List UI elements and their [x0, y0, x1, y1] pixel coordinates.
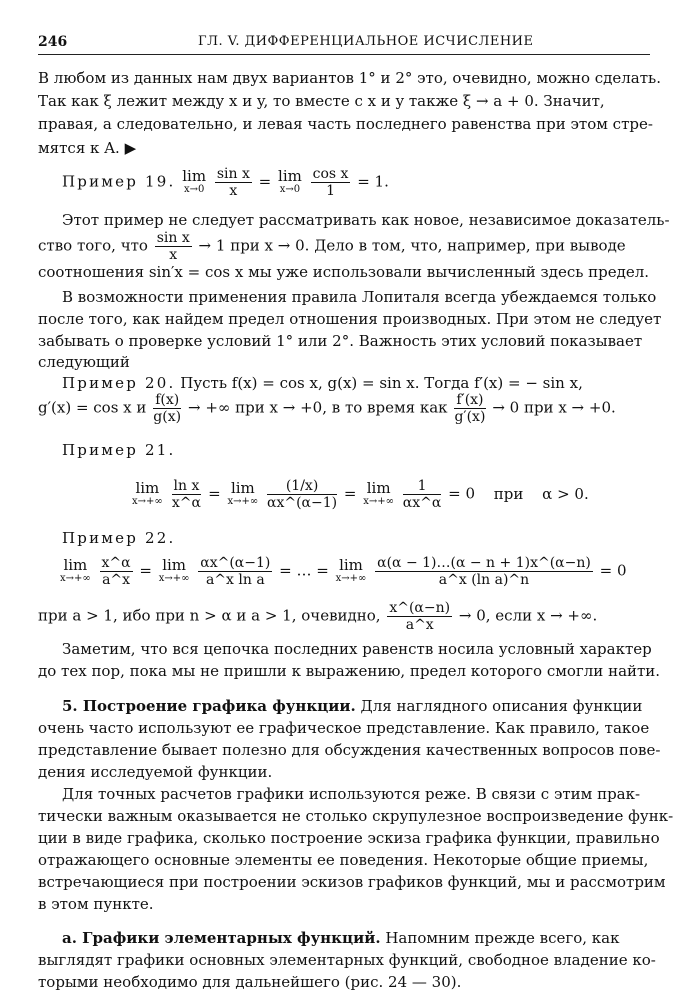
- section-title: 5. Построение графика функции.: [62, 697, 356, 715]
- section-5-heading-line: 5. Построение графика функции. Для наглядного описания функции: [62, 697, 643, 715]
- text-line: В возможности применения правила Лопиталя всегда убеждаемся только: [62, 288, 657, 306]
- text-line: очень часто используют ее графическое представление. Как правило, такое: [38, 719, 650, 737]
- text-line: мятся к A. ▶: [38, 139, 137, 157]
- running-header: [38, 34, 650, 55]
- fraction: $\frac{\text{sin x}}{x}$: [156, 230, 190, 263]
- example-22-formula: lim x→+∞ $\frac{x\^{}\alpha}{a\^{}x}$ = lim x→+∞ $\frac{\alpha x\^{}(\alpha-1)}{\text{a\textasciicircum{}x ln a}}$ = … = lim x→+∞ $\frac{\alpha(\alpha - 1)\dots(\alpha - n + 1)x\^{}(\alpha-n)}{\text{a\textasciicircum{}x (ln a)\textasciicircum{}n}}$ = 0: [60, 555, 627, 588]
- example-22-conclusion: при a > 1, ибо при n > α и a > 1, очевидно, $\frac{x\^{}(\alpha-n)}{a\^{}x}$ → 0, если x → +∞.: [38, 600, 598, 633]
- limit-operator: lim x→+∞: [132, 478, 163, 507]
- example-label: Пример 20.: [62, 374, 176, 392]
- fraction: $\frac{\text{sin x}}{x}$: [216, 166, 250, 199]
- limit-operator: lim x→0: [278, 166, 302, 195]
- fraction: $\frac{\text{cos x}}{1}$: [312, 166, 349, 199]
- text-line: в этом пункте.: [38, 895, 154, 913]
- example-20-line1: Пример 20. Пусть f(x) = cos x, g(x) = sin x. Тогда f′(x) = − sin x,: [62, 374, 583, 392]
- fraction: $\frac{\alpha(\alpha - 1)\dots(\alpha - n + 1)x\^{}(\alpha-n)}{\text{a\textasciicircum{}x (ln a)\textasciicircum{}n}}$: [377, 555, 591, 588]
- example-21-formula: lim x→+∞ $\frac{\text{ln x}}{x\^{}\alpha}$ = lim x→+∞ $\frac{(1/x)}{\alpha x\^{}(\alpha-1)}$ = lim x→+∞ $\frac{1}{\alpha x\^{}\alpha}$ = 0 при α > 0.: [132, 478, 589, 511]
- text-line: Для точных расчетов графики используются реже. В связи с этим прак-: [62, 785, 641, 803]
- equals-sign: =: [258, 172, 272, 191]
- text-line: торыми необходимо для дальнейшего (рис. 24 — 30).: [38, 973, 462, 991]
- limit-operator: lim x→+∞: [363, 478, 394, 507]
- limit-operator: lim x→+∞: [158, 555, 190, 584]
- text-line: В любом из данных нам двух вариантов 1° и 2° это, очевидно, можно сделать.: [38, 69, 661, 87]
- limit-operator: lim x→0: [182, 166, 207, 195]
- text-line: встречающиеся при построении эскизов графиков функций, мы и рассмотрим: [38, 873, 666, 891]
- fraction: $\frac{x\^{}\alpha}{a\^{}x}$: [101, 555, 131, 588]
- example-19: [62, 166, 389, 199]
- text-line: отражающего основные элементы ее поведения. Некоторые общие приемы,: [38, 851, 649, 869]
- text-line: выглядят графики основных элементарных функций, свободное владение ко-: [38, 951, 656, 969]
- fraction: $\frac{\text{ln x}}{x\^{}\alpha}$: [171, 478, 201, 511]
- result: = 1.: [357, 172, 389, 191]
- fraction: $\frac{f(x)}{g(x)}$: [153, 392, 182, 425]
- text-line: Этот пример не следует рассматривать как новое, независимое доказатель-: [62, 211, 670, 229]
- text-line-with-fraction: ство того, что $\frac{\text{sin x}}{x}$ → 1 при x → 0. Дело в том, что, например, при выводе: [38, 230, 626, 263]
- fraction: $\frac{x\^{}(\alpha-n)}{a\^{}x}$: [389, 600, 451, 633]
- text-line: представление бывает полезно для обсуждения качественных вопросов пове-: [38, 741, 661, 759]
- text-line: соотношения sin′x = cos x мы уже использовали вычисленный здесь предел.: [38, 263, 650, 281]
- text-line: дения исследуемой функции.: [38, 763, 273, 781]
- subsection-title: а. Графики элементарных функций.: [62, 929, 381, 947]
- limit-operator: lim x→+∞: [60, 555, 91, 584]
- text-line: следующий: [38, 353, 130, 371]
- example-label: Пример 21.: [62, 441, 176, 459]
- fraction: $\frac{\alpha x\^{}(\alpha-1)}{\text{a\textasciicircum{}x ln a}}$: [200, 555, 271, 588]
- text-line: тически важным оказывается не столько скрупулезное воспроизведение функ-: [38, 807, 674, 825]
- running-title: ГЛ. V. ДИФФЕРЕНЦИАЛЬНОЕ ИСЧИСЛЕНИЕ: [198, 34, 534, 49]
- example-label: Пример 22.: [62, 529, 176, 547]
- limit-operator: lim x→+∞: [227, 478, 259, 507]
- text-line: правая, а следовательно, и левая часть последнего равенства при этом стре-: [38, 115, 653, 133]
- text-line: Заметим, что вся цепочка последних равенств носила условный характер: [62, 640, 652, 658]
- text-line: ции в виде графика, сколько построение эскиза графика функции, правильно: [38, 829, 660, 847]
- text-line: до тех пор, пока мы не пришли к выражению, предел которого смогли найти.: [38, 662, 661, 680]
- fraction: $\frac{1}{\alpha x\^{}\alpha}$: [402, 478, 442, 511]
- text-line: Так как ξ лежит между x и y, то вместе с x и y также ξ → a + 0. Значит,: [38, 92, 605, 110]
- limit-operator: lim x→+∞: [335, 555, 367, 584]
- page-number: 246: [38, 34, 68, 50]
- subsection-a-heading-line: а. Графики элементарных функций. Напомним прежде всего, как: [62, 929, 620, 947]
- text-line: забывать о проверке условий 1° или 2°. Важность этих условий показывает: [38, 332, 643, 350]
- fraction: $\frac{f'(x)}{g'(x)}$: [454, 392, 486, 425]
- fraction: $\frac{(1/x)}{\alpha x\^{}(\alpha-1)}$: [267, 478, 338, 511]
- example-20-line2: g′(x) = cos x и $\frac{f(x)}{g(x)}$ → +∞ при x → +0, в то время как $\frac{f'(x)}{g'(x)}$ → 0 при x → +0.: [38, 392, 616, 425]
- example-label: Пример 19.: [62, 172, 176, 191]
- text-line: после того, как найдем предел отношения производных. При этом не следует: [38, 310, 662, 328]
